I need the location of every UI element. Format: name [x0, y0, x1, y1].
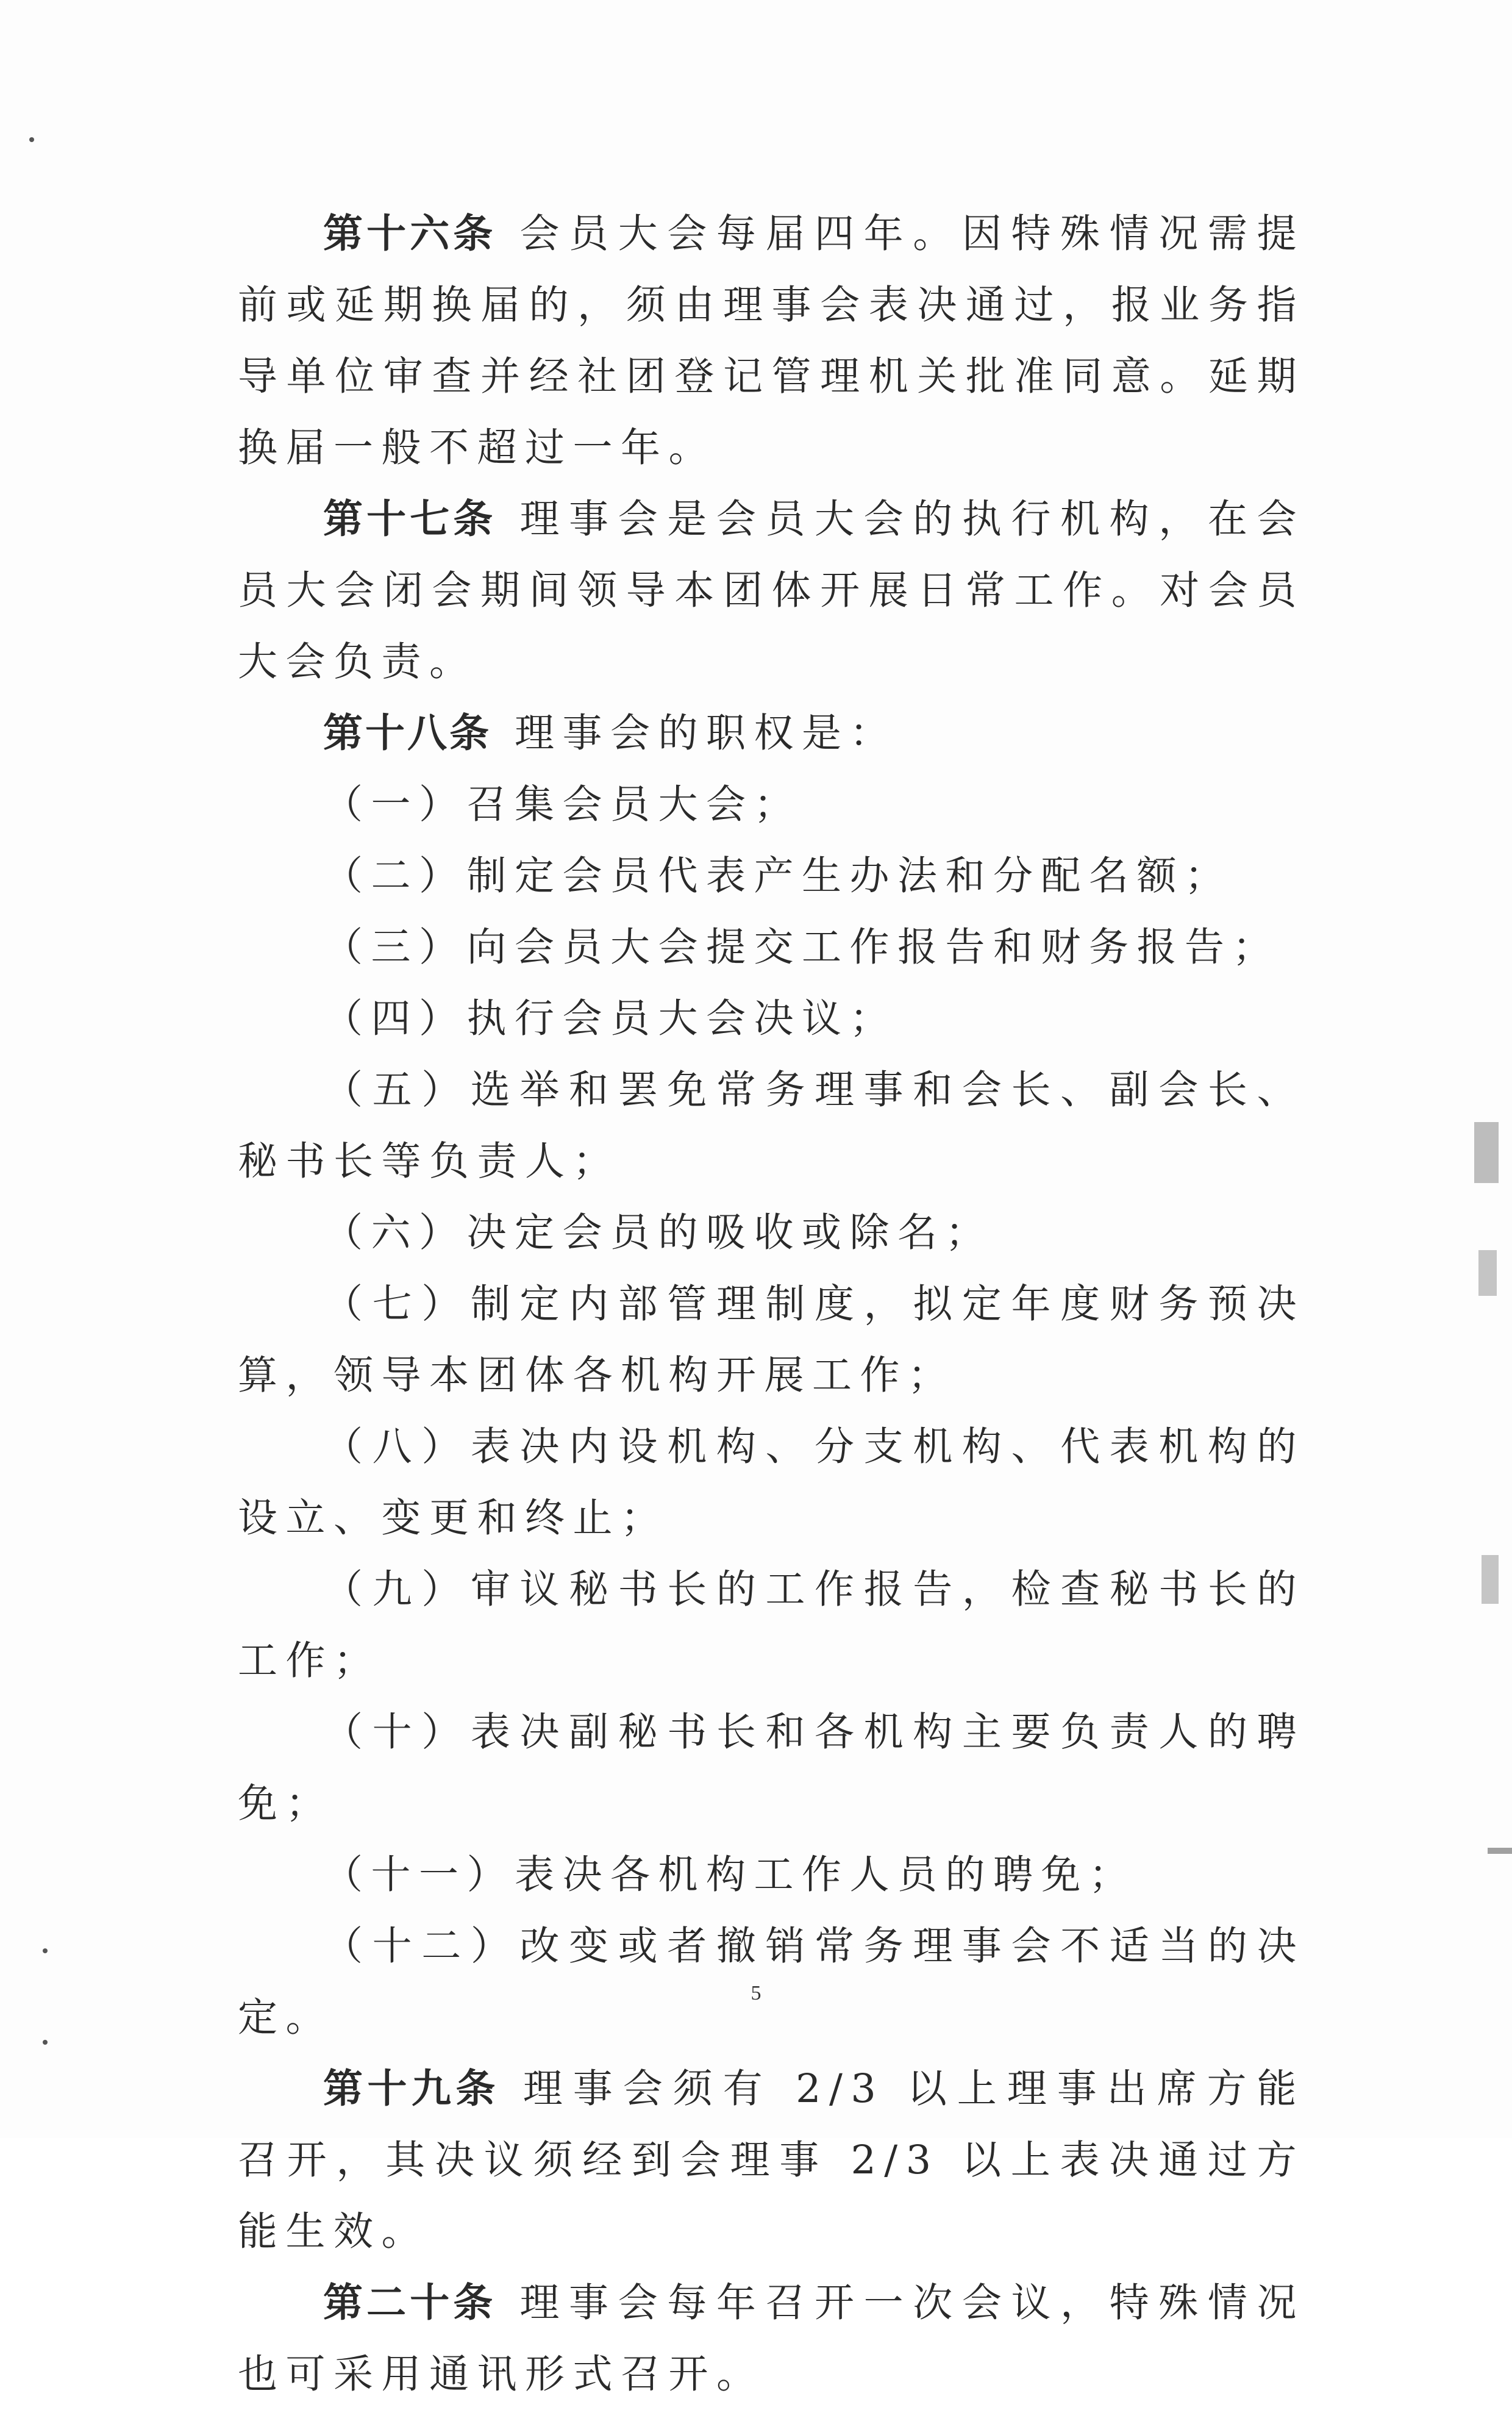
article-text: 理事会须有 2/3 以上理事出席方能召开，其决议须经到会理事 2/3 以上表决通过方能生效。 — [238, 2066, 1305, 2254]
list-item-9 — [238, 1554, 1305, 1697]
seal-fragment-mark — [1474, 1122, 1499, 1183]
list-item-text: （十）表决副秘书长和各机构主要负责人的聘免； — [238, 1709, 1305, 1826]
list-item-2 — [238, 840, 1305, 912]
list-item-text: （七）制定内部管理制度，拟定年度财务预决算，领导本团体各机构开展工作； — [238, 1281, 1305, 1398]
list-item-text: （五）选举和罢免常务理事和会长、副会长、秘书长等负责人； — [238, 1067, 1305, 1184]
list-item-5 — [238, 1054, 1305, 1197]
article-heading: 第十六条 — [323, 211, 497, 257]
list-item-text: （一）召集会员大会； — [323, 782, 802, 828]
scan-dot — [43, 2040, 48, 2045]
list-item-8 — [238, 1411, 1305, 1554]
seal-fragment-mark — [1482, 1555, 1499, 1604]
article-text: 会员大会每届四年。因特殊情况需提前或延期换届的，须由理事会表决通过，报业务指导单位审查并经社团登记管理机关批准同意。延期换届一般不超过一年。 — [238, 211, 1305, 471]
article-19 — [238, 2053, 1305, 2267]
article-20 — [238, 2267, 1305, 2410]
list-item-text: （十一）表决各机构工作人员的聘免； — [323, 1852, 1137, 1898]
list-item-7 — [238, 1268, 1305, 1411]
list-item-text: （八）表决内设机构、分支机构、代表机构的设立、变更和终止； — [238, 1424, 1305, 1541]
article-heading: 第十九条 — [323, 2066, 500, 2112]
document-body — [238, 198, 1305, 2410]
article-16 — [238, 198, 1305, 484]
article-17 — [238, 484, 1305, 698]
article-text: 理事会每年召开一次会议，特殊情况也可采用通讯形式召开。 — [238, 2280, 1305, 2397]
list-item-text: （九）审议秘书长的工作报告，检查秘书长的工作； — [238, 1567, 1305, 1684]
article-text: 理事会的职权是： — [515, 710, 898, 756]
scan-dot — [29, 137, 34, 142]
list-item-text: （六）决定会员的吸收或除名； — [323, 1210, 994, 1256]
list-item-3 — [238, 912, 1305, 983]
page-number: 5 — [751, 1982, 761, 2004]
list-item-text: （三）向会员大会提交工作报告和财务报告； — [323, 924, 1281, 970]
article-text: 理事会是会员大会的执行机构，在会员大会闭会期间领导本团体开展日常工作。对会员大会负责。 — [238, 496, 1305, 685]
article-heading: 第十七条 — [323, 496, 497, 542]
article-heading: 第十八条 — [323, 710, 492, 756]
scan-dot — [43, 1948, 48, 1953]
list-item-10 — [238, 1697, 1305, 1839]
list-item-11 — [238, 1839, 1305, 1911]
seal-fragment-mark — [1488, 1848, 1512, 1854]
seal-fragment-mark — [1478, 1250, 1497, 1296]
list-item-text: （十二）改变或者撤销常务理事会不适当的决定。 — [238, 1923, 1305, 2040]
article-heading: 第二十条 — [323, 2280, 497, 2326]
list-item-text: （四）执行会员大会决议； — [323, 996, 898, 1042]
list-item-4 — [238, 983, 1305, 1054]
list-item-6 — [238, 1197, 1305, 1268]
article-18 — [238, 698, 1305, 769]
list-item-1 — [238, 769, 1305, 840]
list-item-text: （二）制定会员代表产生办法和分配名额； — [323, 853, 1233, 899]
